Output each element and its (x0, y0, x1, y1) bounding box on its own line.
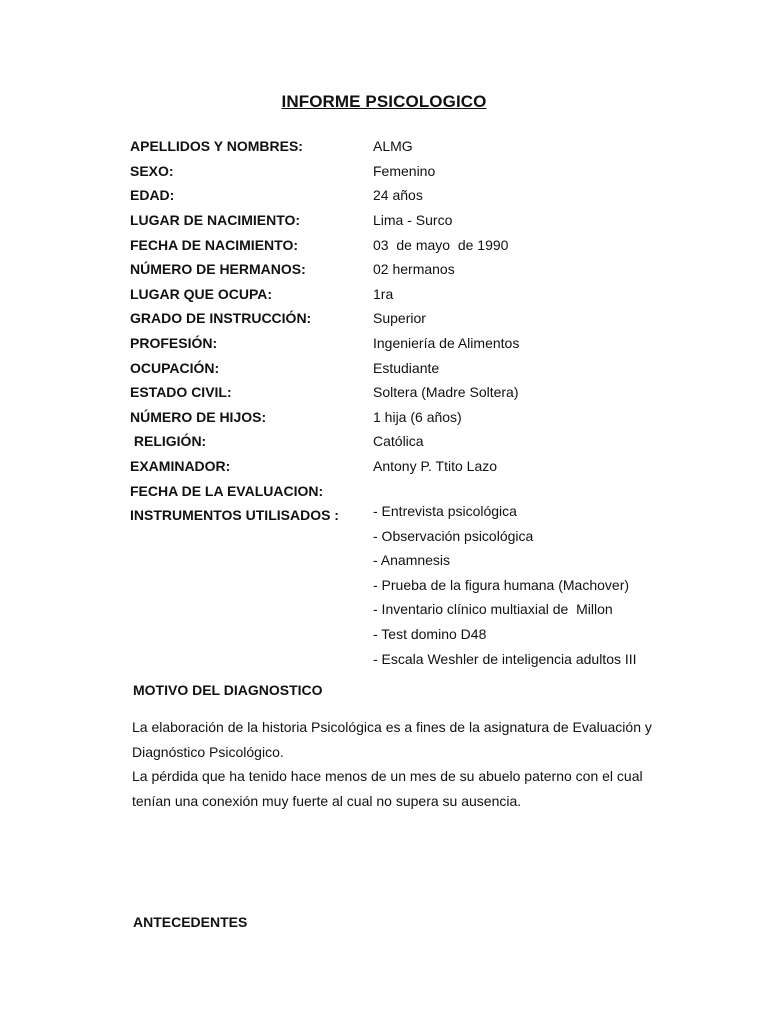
list-item: - Observación psicológica (373, 527, 534, 544)
field-value: 24 años (373, 187, 423, 204)
field-label: LUGAR DE NACIMIENTO: (130, 212, 301, 229)
field-label: LUGAR QUE OCUPA: (130, 285, 273, 302)
list-item: - Entrevista psicológica (373, 503, 517, 520)
field-label: EDAD: (130, 187, 175, 204)
field-value: ALMG (373, 138, 413, 155)
field-value: 1 hija (6 años) (373, 408, 462, 425)
field-row-apellidos (130, 134, 670, 159)
field-row-lugar-ocupa (130, 282, 670, 307)
field-row-examinador (130, 454, 670, 479)
field-value: Superior (373, 310, 426, 327)
paragraph: La pérdida que ha tenido hace menos de un mes de su abuelo paterno con el cual tenían una conexión muy fuerte al cual no supera su ausencia. (132, 768, 643, 809)
field-value: Soltera (Madre Soltera) (373, 384, 519, 401)
patient-fields (130, 134, 670, 528)
field-value: 02 hermanos (373, 261, 455, 278)
field-value: Femenino (373, 162, 436, 179)
field-label: FECHA DE LA EVALUACION: (130, 482, 324, 499)
field-label: APELLIDOS Y NOMBRES: (130, 138, 303, 155)
field-row-hermanos (130, 257, 670, 282)
field-label: NÚMERO DE HERMANOS: (130, 261, 306, 278)
field-value: 1ra (373, 285, 394, 302)
field-value: Ingeniería de Alimentos (373, 335, 520, 352)
field-value: 03 de mayo de 1990 (373, 236, 509, 253)
field-label: OCUPACIÓN: (130, 359, 220, 376)
list-item: - Prueba de la figura humana (Machover) (373, 576, 630, 593)
field-row-sexo (130, 159, 670, 184)
motivo-body (132, 715, 662, 813)
field-label: INSTRUMENTOS UTILISADOS : (130, 507, 339, 524)
field-label: SEXO: (130, 162, 174, 179)
list-item: - Test domino D48 (373, 626, 487, 643)
field-label: ESTADO CIVIL: (130, 384, 232, 401)
field-label: NÚMERO DE HIJOS: (130, 408, 267, 425)
field-value: Antony P. Ttito Lazo (373, 458, 498, 475)
field-row-grado-instruccion (130, 306, 670, 331)
field-row-edad (130, 183, 670, 208)
report-title: INFORME PSICOLOGICO (281, 92, 487, 111)
field-row-estado-civil (130, 380, 670, 405)
field-label: FECHA DE NACIMIENTO: (130, 236, 298, 253)
field-label: RELIGIÓN: (130, 433, 207, 450)
field-row-lugar-nacimiento (130, 208, 670, 233)
list-item: - Escala Weshler de inteligencia adultos III (373, 650, 637, 667)
field-row-profesion (130, 331, 670, 356)
field-label: EXAMINADOR: (130, 458, 231, 475)
list-item: - Anamnesis (373, 552, 451, 569)
field-row-religion (130, 429, 670, 454)
field-row-fecha-nacimiento (130, 232, 670, 257)
section-heading-motivo: MOTIVO DEL DIAGNOSTICO (133, 682, 323, 698)
field-value: Católica (373, 433, 424, 450)
field-row-hijos (130, 405, 670, 430)
field-label: GRADO DE INSTRUCCIÓN: (130, 310, 312, 327)
field-row-ocupacion (130, 355, 670, 380)
section-heading-antecedentes: ANTECEDENTES (133, 914, 248, 930)
paragraph: La elaboración de la historia Psicológica es a fines de la asignatura de Evaluación y Diagnóstico Psicológico. (132, 719, 652, 760)
field-value: Lima - Surco (373, 212, 453, 229)
field-value: Estudiante (373, 359, 440, 376)
list-item: - Inventario clínico multiaxial de Millon (373, 601, 613, 618)
instruments-list (373, 499, 733, 671)
field-label: PROFESIÓN: (130, 335, 218, 352)
